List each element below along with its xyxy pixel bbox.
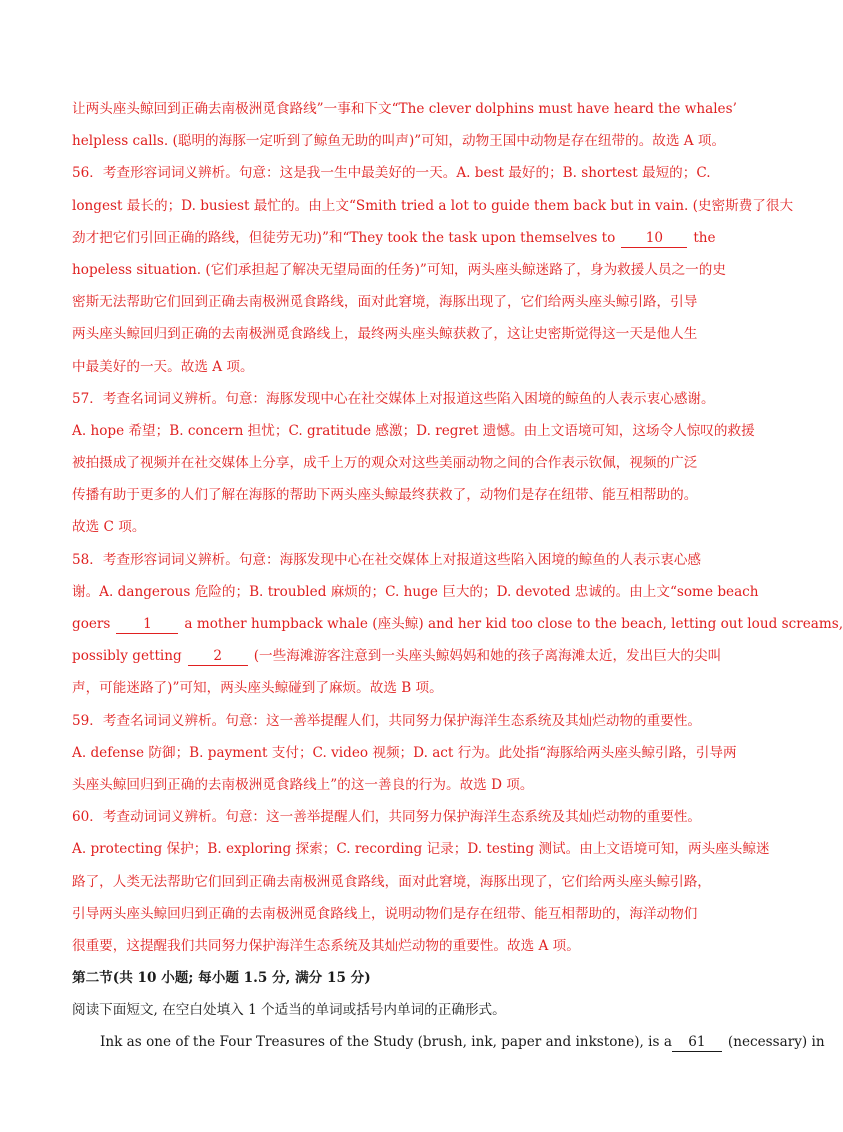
text-line bbox=[72, 222, 728, 254]
text-line: 声，可能迷路了)”可知，两头座头鲸碰到了麻烦。故选 B 项。 bbox=[72, 680, 443, 697]
fill-blank: 61 bbox=[672, 1033, 722, 1052]
text-line: 中最美好的一天。故选 A 项。 bbox=[72, 358, 254, 375]
text-line: 密斯无法帮助它们回到正确去南极洲觅食路线，面对此窘境，海豚出现了，它们给两头座头鲸引路，引导 bbox=[72, 294, 698, 311]
text-fragment: Ink as one of the Four Treasures of the Study (brush, ink, paper and inkstone), is a bbox=[100, 1034, 672, 1051]
answer-56-line: 56．考查形容词词义辨析。句意：这是我一生中最美好的一天。A. best 最好的；B. shortest 最短的；C. bbox=[72, 165, 711, 182]
text-line bbox=[72, 640, 728, 672]
fill-blank: 1 bbox=[116, 615, 178, 634]
text-line: A. defense 防御；B. payment 支付；C. video 视频；D. act 行为。此处指“海豚给两头座头鲸引路，引导两 bbox=[72, 744, 737, 761]
section-instruction: 阅读下面短文, 在空白处填入 1 个适当的单词或括号内单词的正确形式。 bbox=[72, 1002, 506, 1019]
text-fragment: possibly getting bbox=[72, 648, 182, 665]
text-line: 路了，人类无法帮助它们回到正确去南极洲觅食路线，面对此窘境，海豚出现了，它们给两头座头鲸引路， bbox=[72, 873, 711, 890]
text-line: 谢。A. dangerous 危险的；B. troubled 麻烦的；C. huge 巨大的；D. devoted 忠诚的。由上文“some beach bbox=[72, 583, 759, 600]
fill-blank: 10 bbox=[621, 229, 687, 248]
text-line: 引导两头座头鲸回归到正确的去南极洲觅食路线上，说明动物们是存在纽带、能互相帮助的，海洋动物们 bbox=[72, 905, 698, 922]
text-line: helpless calls. (聪明的海豚一定听到了鲸鱼无助的叫声)”可知，动物王国中动物是存在纽带的。故选 A 项。 bbox=[72, 133, 726, 150]
answer-59-line: 59．考查名词词义辨析。句意：这一善举提醒人们，共同努力保护海洋生态系统及其灿烂动物的重要性。 bbox=[72, 712, 702, 729]
text-fragment: a mother humpback whale (座头鲸) and her kid too close to the beach, letting out loud screams, bbox=[184, 616, 843, 632]
section-heading: 第二节(共 10 小题; 每小题 1.5 分, 满分 15 分) bbox=[72, 970, 371, 987]
text-fragment: (necessary) in bbox=[727, 1034, 825, 1051]
text-line: 传播有助于更多的人们了解在海豚的帮助下两头座头鲸最终获救了，动物们是存在纽带、能互相帮助的。 bbox=[72, 487, 698, 504]
answer-58-line: 58．考查形容词词义辨析。句意：海豚发现中心在社交媒体上对报道这些陷入困境的鲸鱼的人表示衷心感 bbox=[72, 551, 702, 568]
text-line bbox=[72, 608, 843, 640]
text-fragment: (一些海滩游客注意到一头座头鲸妈妈和她的孩子离海滩太近，发出巨大的尖叫 bbox=[253, 648, 722, 665]
text-line: 让两头座头鲸回到正确去南极洲觅食路线”一事和下文“The clever dolphins must have heard the whales’ bbox=[72, 101, 737, 117]
text-fragment: goers bbox=[72, 616, 111, 632]
answer-57-line: 57．考查名词词义辨析。句意：海豚发现中心在社交媒体上对报道这些陷入困境的鲸鱼的人表示衷心感谢。 bbox=[72, 390, 715, 407]
document-body bbox=[72, 93, 843, 1059]
text-line: 被拍摄成了视频并在社交媒体上分享，成千上万的观众对这些美丽动物之间的合作表示钦佩，视频的广泛 bbox=[72, 455, 698, 472]
text-line: longest 最长的；D. busiest 最忙的。由上文“Smith tried a lot to guide them back but in vain. (史密斯费了很大 bbox=[72, 197, 794, 214]
passage-line bbox=[72, 1026, 825, 1058]
text-line: 头座头鲸回归到正确的去南极洲觅食路线上”的这一善良的行为。故选 D 项。 bbox=[72, 776, 534, 793]
text-line: hopeless situation. (它们承担起了解决无望局面的任务)”可知，两头座头鲸迷路了，身为救援人员之一的史 bbox=[72, 261, 726, 278]
text-line: A. hope 希望；B. concern 担忧；C. gratitude 感激；D. regret 遗憾。由上文语境可知，这场令人惊叹的救援 bbox=[72, 422, 755, 439]
text-fragment: the bbox=[693, 229, 716, 246]
text-line: 故选 C 项。 bbox=[72, 519, 146, 536]
answer-60-line: 60．考查动词词义辨析。句意：这一善举提醒人们，共同努力保护海洋生态系统及其灿烂动物的重要性。 bbox=[72, 809, 702, 826]
text-fragment: 劲才把它们引回正确的路线，但徒劳无功)”和“They took the task upon themselves to bbox=[72, 229, 616, 246]
text-line: 很重要，这提醒我们共同努力保护海洋生态系统及其灿烂动物的重要性。故选 A 项。 bbox=[72, 937, 580, 954]
fill-blank: 2 bbox=[188, 647, 248, 666]
text-line: 两头座头鲸回归到正确的去南极洲觅食路线上，最终两头座头鲸获救了，这让史密斯觉得这一天是他人生 bbox=[72, 326, 698, 343]
text-line: A. protecting 保护；B. exploring 探索；C. recording 记录；D. testing 测试。由上文语境可知，两头座头鲸迷 bbox=[72, 841, 770, 858]
